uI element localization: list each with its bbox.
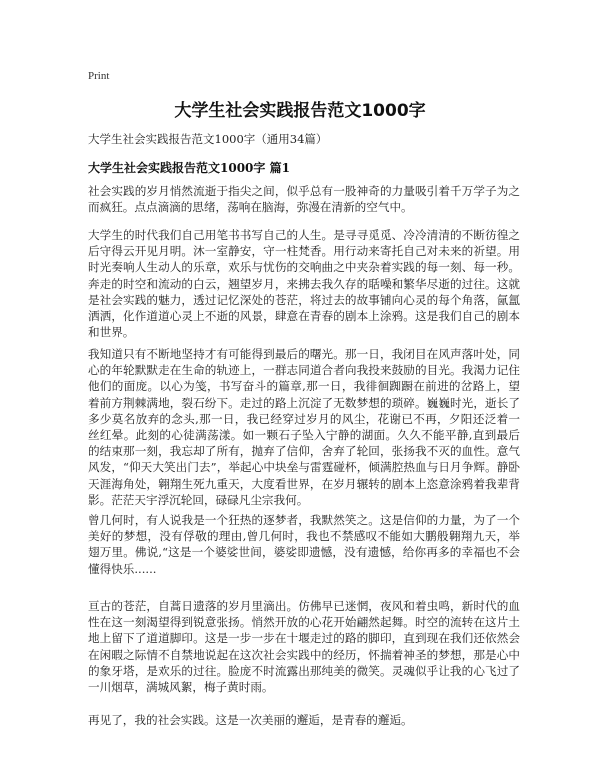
paragraph-6: 再见了，我的社会实践。这是一次美丽的邂逅，是青春的邂逅。	[88, 713, 413, 727]
paragraph-2: 大学生的时代我们自己用笔书书写自己的人生。是寻寻觅觅、冷冷清清的不断彷徨之后守得云开见月明。沐一室静安，守一柱梵香。用行动来寄托自己对未来的祈望。用时光奏响人生动人的乐章，欢乐与忧伤的交响曲之中夹杂着实践的每一刻、每一秒。奔走的时空和流动的白云，翘望岁月，来拂去我久存的聒噪和繁华尽逝的过往。这就是社会实践的魅力，透过记忆深处的苍茫，将过去的故事铺向心灵的每个角落，氤氲洒洒，化作道道心灵上不逝的风景，肆意在青春的剧本上涂鸦。这是我们自己的剧本和世界。	[88, 228, 520, 340]
section-heading: 大学生社会实践报告范文1000字 篇1	[88, 161, 290, 175]
paragraph-5: 亘古的苍茫，自蒿日遗落的岁月里滴出。仿佛早已迷惘，夜风和着虫鸣，新时代的血性在这一刻渴望得到锐意张扬。悄然开放的心花开始翩然起舞。时空的流转在这片土地上留下了道道脚印。这是一步一步在十堰走过的路的脚印，直到现在我们还依然会在闲暇之际情不自禁地说起在这次社会实践中的经历，怀揣着神圣的梦想，那是心中的象牙塔，是欢乐的过往。脸庞不时流露出那纯美的微笑。灵魂似乎让我的心飞过了一川烟草，满城风絮，梅子黄时雨。	[88, 599, 520, 695]
print-label: Print	[88, 70, 110, 82]
paragraph-1: 社会实践的岁月悄然流逝于指尖之间，似乎总有一股神奇的力量吸引着千万学子为之而疯狂。点点滴滴的思绪，荡响在脑海，弥漫在清新的空气中。	[88, 184, 520, 215]
document-subtitle: 大学生社会实践报告范文1000字（通用34篇）	[88, 132, 328, 146]
document-title: 大学生社会实践报告范文1000字	[174, 101, 426, 121]
paragraph-3: 我知道只有不断地坚持才有可能得到最后的曙光。那一日，我闭目在风声落叶处，同心的年轮默默走在生命的轨迹上，一群志同道合者向我投来鼓励的目光。我渴力记住他们的面庞。以心为笺，书写奋斗的篇章,那一日，我徘徊踟蹰在前进的岔路上，望着前方荆棘满地，裂石纷下。走过的路上沉淀了无数梦想的琐碎。巍巍时光，逝长了多少莫名放弃的念头,那一日，我已经穿过岁月的风尘，花谢已不再，夕阳还泛着一丝红晕。此刻的心徒满荡漾。如一颗石子坠入宁静的湖面。久久不能平静,直到最后的结束那一刻，我忘却了所有，抛弃了信仰，舍弃了轮回，张扬我不灭的血性。意气风发，“仰天大笑出门去”，举起心中块垒与雷霆碰杯，倾满腔热血与日月争辉。静卧天涯海角处，翱翔生死九重天，大度看世界，在岁月辗转的剧本上恣意涂鸦着我辈背影。茫茫天宇浮沉轮回，碌碌凡尘宗我何。	[88, 347, 520, 507]
paragraph-4: 曾几何时，有人说我是一个狂热的逐梦者，我默然笑之。这是信仰的力量，为了一个美好的梦想，没有俘敬的理由,曾几何时，我也不禁感叹不能如大鹏般翱翔九天，举翅万里。佛说,“这是一个婆娑世间，婆娑即遗憾，没有遗憾，给你再多的幸福也不会懂得快乐......	[88, 513, 520, 576]
